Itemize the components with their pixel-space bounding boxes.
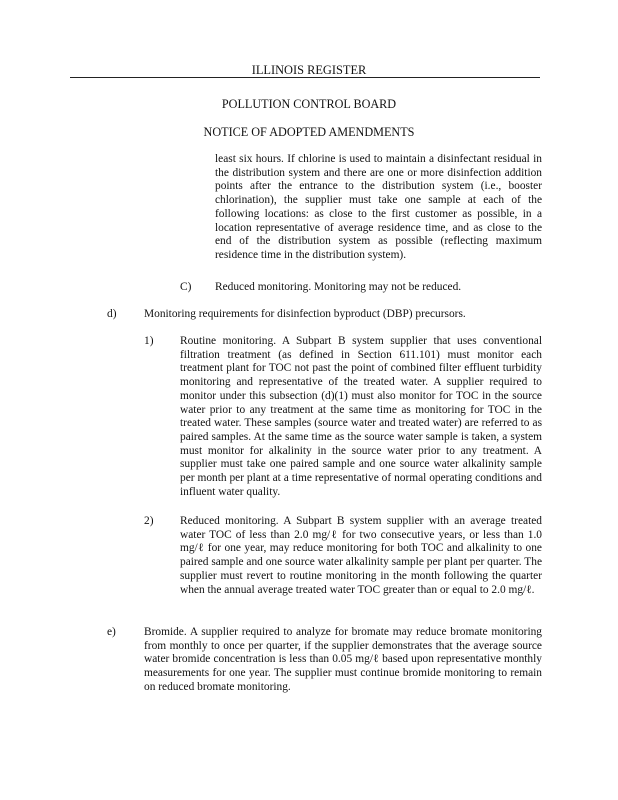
item-e-marker: e) [107,626,116,638]
notice-title: NOTICE OF ADOPTED AMENDMENTS [203,125,415,139]
item-d-text: Monitoring requirements for disinfection byproduct (DBP) precursors. [144,308,466,320]
board-title: POLLUTION CONTROL BOARD [221,97,397,111]
item-d-marker: d) [107,308,117,320]
header-rule [70,77,540,78]
register-title: ILLINOIS REGISTER [251,63,367,77]
item-d2-marker: 2) [144,515,154,527]
item-c-text: Reduced monitoring. Monitoring may not be reduced. [215,281,462,293]
item-e-text: Bromide. A supplier required to analyze for bromate may reduce bromate monitoring from monthly to once per quarter, if the supplier demonstrates that the average source water bromide concentration is less than 0.05 mg/ℓ based upon representative monthly measurements for one year. The supplier must continue bromide monitoring to remain on reduced bromate monitoring. [144,626,542,693]
item-d1-text: Routine monitoring. A Subpart B system supplier that uses conventional filtration treatment (as defined in Section 611.101) must monitor each treatment plant for TOC not past the point of combined filter effluent turbidity monitoring and representative of the treated water. A supplier required to monitor under this subsection (d)(1) must also monitor for TOC in the source water prior to any treatment at the same time as monitoring for TOC in the treated water. These samples (source water and treated water) are referred to as paired samples. At the same time as the source water sample is taken, a system must monitor for alkalinity in the source water prior to any treatment. A supplier must take one paired sample and one source water alkalinity sample per month per plant at a time representative of normal operating conditions and influent water quality. [180,335,542,498]
item-d2-text: Reduced monitoring. A Subpart B system supplier with an average treated water TOC of less than 2.0 mg/ℓ for two consecutive years, or less than 1.0 mg/ℓ for one year, may reduce monitoring for both TOC and alkalinity to one paired sample and one source water alkalinity sample per plant per quarter. The supplier must revert to routine monitoring in the month following the quarter when the annual average treated water TOC greater than or equal to 2.0 mg/ℓ. [180,515,542,596]
item-d1-marker: 1) [144,335,154,347]
item-c-marker: C) [180,281,192,293]
continuation-paragraph: least six hours. If chlorine is used to maintain a disinfectant residual in the distribution system and there are one or more disinfection addition points after the entrance to the distribution system (i.e., booster chlorination), the supplier must take one sample at each of the following locations: as close to the first customer as possible, in a location representative of average residence time, and as close to the end of the distribution system as possible (reflecting maximum residence time in the distribution system). [215,153,542,261]
